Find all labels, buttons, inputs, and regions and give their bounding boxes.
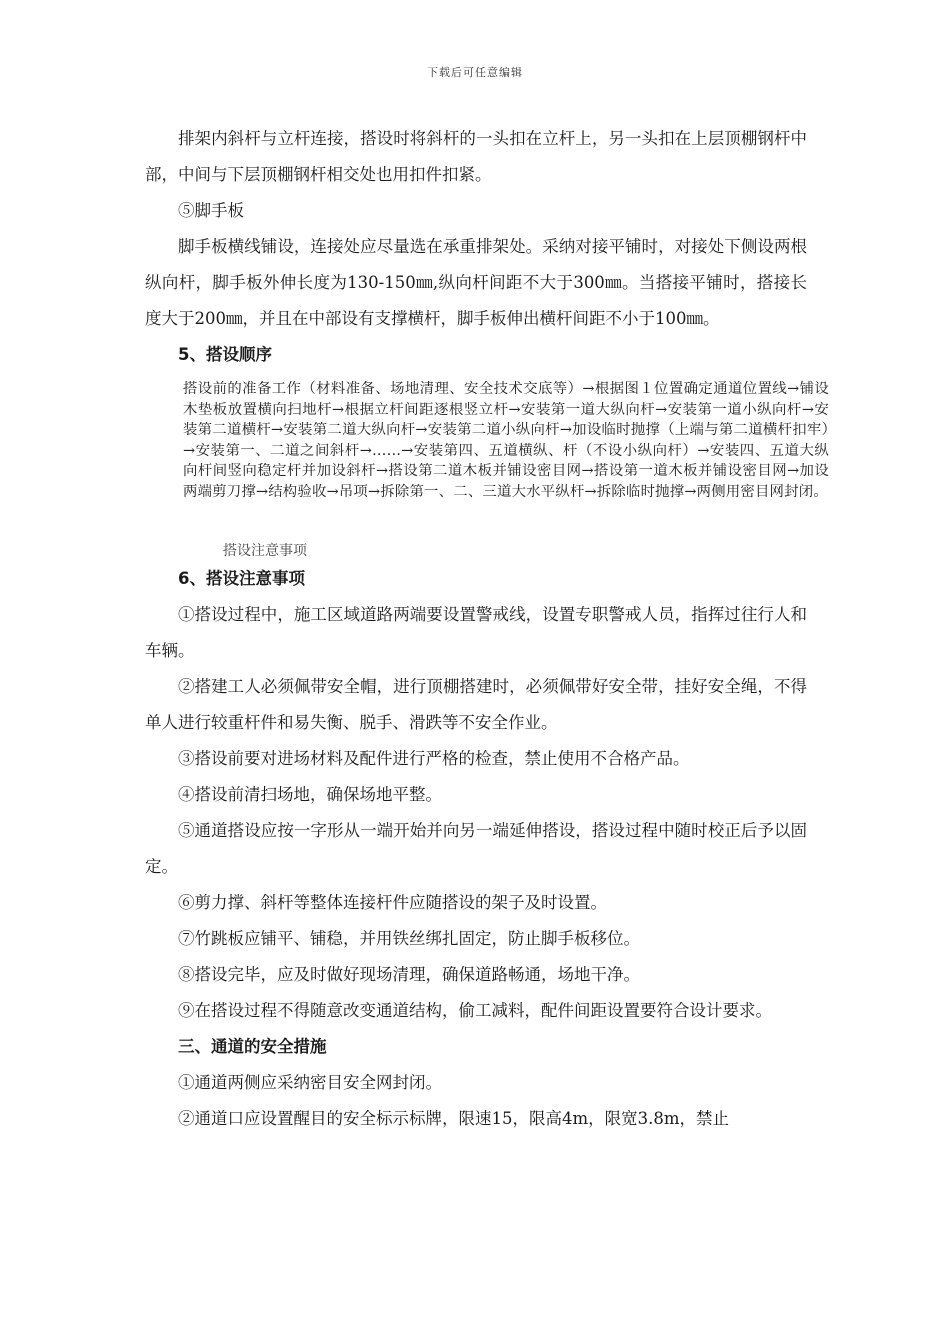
section5-heading: 5、搭设顺序 bbox=[178, 345, 272, 364]
safety-measure-item: ①通道两侧应采纳密目安全网封闭。 bbox=[178, 1073, 442, 1092]
scanned-cut-text: 搭设注意事项 bbox=[223, 543, 307, 559]
scanned-text-image bbox=[183, 379, 829, 559]
precaution-item: ⑦竹跳板应铺平、铺稳，并用铁丝绑扎固定，防止脚手板移位。 bbox=[178, 929, 640, 948]
precaution-item: ⑧搭设完毕，应及时做好现场清理，确保道路畅通，场地干净。 bbox=[178, 965, 640, 984]
precaution-item: ③搭设前要对进场材料及配件进行严格的检查，禁止使用不合格产品。 bbox=[178, 749, 690, 768]
scanned-sequence-text: 搭设前的准备工作（材料准备、场地清理、安全技术交底等）→根据图１位置确定通道位置线→铺设木垫板放置横向扫地杆→根据立杆间距逐根竖立杆→安装第一道大纵向杆→安装第一道小纵向杆→安装第二道横杆→安装第二道大纵向杆→安装第二道小纵向杆→加设临时抛撑（上端与第二道横杆扣牢）→安装第一、二道之间斜杆→……→安装第四、五道横纵、杆（不设小纵向杆）→安装四、五道大纵向杆间竖向稳定杆并加设斜杆→搭设第二道木板并铺设密目网→搭设第一道木板并铺设密目网→加设两端剪刀撑→结构验收→吊项→拆除第一、二、三道大水平纵杆→拆除临时抛撑→两侧用密目网封闭。 bbox=[183, 381, 829, 500]
precaution-item: ⑤通道搭设应按一字形从一端开始并向另一端延伸搭设，搭设过程中随时校正后予以固定。 bbox=[145, 821, 807, 876]
precaution-item: ②搭建工人必须佩带安全帽，进行顶棚搭建时，必须佩带好安全带，挂好安全绳，不得单人进行较重杆件和易失衡、脱手、滑跌等不安全作业。 bbox=[145, 677, 807, 732]
intro-paragraph: 排架内斜杆与立杆连接，搭设时将斜杆的一头扣在立杆上，另一头扣在上层顶棚钢杆中部，中间与下层顶棚钢杆相交处也用扣件扣紧。 bbox=[145, 129, 807, 184]
section6-heading: 6、搭设注意事项 bbox=[178, 569, 305, 588]
precaution-item: ⑨在搭设过程不得随意改变通道结构，偷工减料，配件间距设置要符合设计要求。 bbox=[178, 1001, 772, 1020]
precaution-item: ①搭设过程中，施工区域道路两端要设置警戒线，设置专职警戒人员，指挥过往行人和车辆。 bbox=[145, 605, 807, 660]
safety-measure-item: ②通道口应设置醒目的安全标示标牌，限速15，限高4m，限宽3.8m，禁止 bbox=[178, 1109, 730, 1128]
scaffold-board-title: ⑤脚手板 bbox=[178, 201, 244, 220]
document-body bbox=[145, 121, 829, 1137]
precaution-item: ④搭设前清扫场地，确保场地平整。 bbox=[178, 785, 442, 804]
precaution-item: ⑥剪力撑、斜杆等整体连接杆件应随搭设的架子及时设置。 bbox=[178, 893, 607, 912]
scaffold-board-paragraph: 脚手板横线铺设，连接处应尽量选在承重排架处。采纳对接平铺时，对接处下侧设两根纵向杆，脚手板外伸长度为130-150㎜,纵向杆间距不大于300㎜。当搭接平铺时，搭接长度大于200㎜，并且在中部设有支撑横杆，脚手板伸出横杆间距不小于100㎜。 bbox=[145, 237, 807, 328]
page-header: 下载后可任意编辑 bbox=[427, 66, 523, 79]
section3-heading: 三、通道的安全措施 bbox=[178, 1037, 327, 1056]
